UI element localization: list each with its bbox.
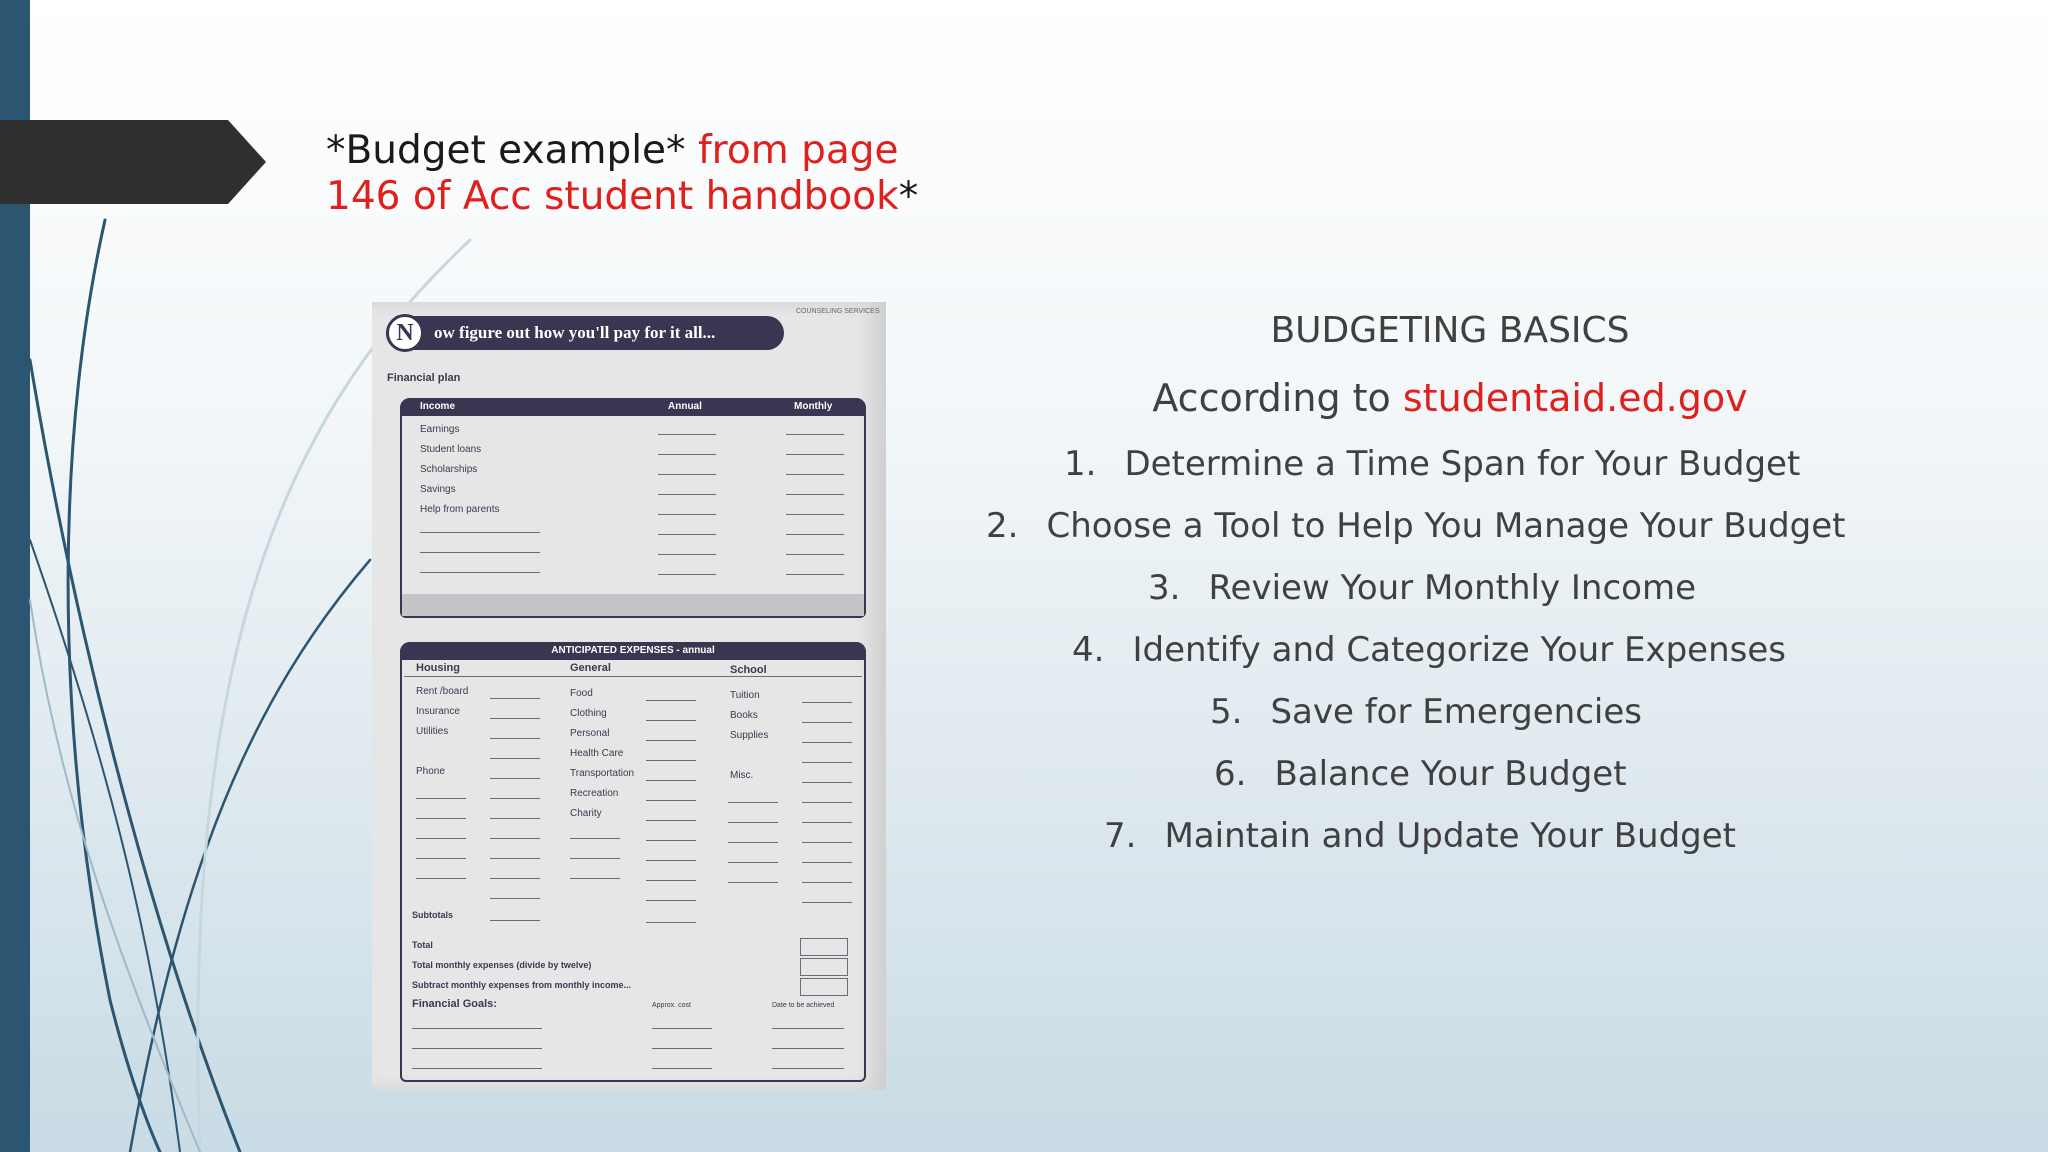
studentaid-link[interactable]: studentaid.ed.gov [1402,376,1748,420]
general-item: Personal [570,728,610,739]
housing-item: Utilities [416,726,449,737]
step-text: Identify and Categorize Your Expenses [1132,630,1786,670]
approx-cost-label: Approx. cost [652,1002,691,1009]
general-item: Recreation [570,788,619,799]
general-item: Transportation [570,768,635,779]
step-number: 5. [1210,692,1243,732]
expenses-table [400,642,866,1082]
school-item: Misc. [730,770,754,781]
total-monthly-label: Total monthly expenses (divide by twelve) [412,960,592,970]
budget-step [1210,692,1642,732]
step-number: 3. [1148,568,1181,608]
step-number: 6. [1214,754,1247,794]
income-item: Earnings [420,424,460,435]
income-item: Savings [420,484,456,495]
step-text: Review Your Monthly Income [1208,568,1697,608]
budgeting-basics-title: BUDGETING BASICS [1270,310,1630,351]
income-item: Scholarships [420,464,478,475]
income-item: Student loans [420,444,482,455]
general-item: Clothing [570,708,607,719]
budget-step [1148,568,1696,608]
general-item: Food [570,688,593,699]
income-item: Help from parents [420,504,500,515]
general-item: Health Care [570,748,624,759]
budget-step [1064,444,1800,484]
housing-item: Phone [416,766,445,777]
budget-step [986,506,1846,546]
school-heading: School [730,664,767,676]
income-monthly: Monthly [794,401,833,412]
school-item: Books [730,710,758,721]
subtract-box [800,978,848,996]
total-monthly-box [800,958,848,976]
step-text: Save for Emergencies [1270,692,1642,732]
worksheet-header-letter: N [386,314,424,352]
income-title: Income [420,401,456,412]
worksheet-header: ow figure out how you'll pay for it all... [386,316,784,350]
general-item: Charity [570,808,602,819]
step-number: 1. [1064,444,1097,484]
financial-plan-label: Financial plan [387,372,461,384]
step-number: 7. [1104,816,1137,856]
date-label: Date to be achieved [772,1002,835,1009]
income-total-row [402,594,864,616]
step-text: Choose a Tool to Help You Manage Your Budget [1046,506,1846,546]
financial-goals-label: Financial Goals: [412,998,497,1010]
total-box [800,938,848,956]
expenses-title: ANTICIPATED EXPENSES - annual [400,642,866,660]
according-prefix: According to [1152,376,1403,420]
slide-caption [326,128,946,220]
budget-step [1214,754,1627,794]
subtotals-label: Subtotals [412,910,454,920]
housing-item: Insurance [416,706,460,717]
school-item: Supplies [730,730,769,741]
step-text: Balance Your Budget [1274,754,1627,794]
caption-asterisk: * [898,174,919,219]
housing-item: Rent /board [416,686,469,697]
step-number: 2. [986,506,1019,546]
income-header-bar [400,398,866,416]
housing-heading: Housing [416,662,460,674]
general-heading: General [570,662,611,674]
step-number: 4. [1072,630,1105,670]
school-item: Tuition [730,690,760,701]
budget-step [1104,816,1736,856]
income-annual: Annual [668,401,702,412]
total-label: Total [412,940,433,950]
worksheet-corner-text: COUNSELING SERVICES [796,308,880,315]
according-line [1100,376,1800,420]
step-text: Determine a Time Span for Your Budget [1124,444,1801,484]
budget-step [1072,630,1786,670]
title-arrow-tab [0,0,270,210]
budget-worksheet-image [372,302,886,1090]
subtract-label: Subtract monthly expenses from monthly income... [412,980,632,990]
step-text: Maintain and Update Your Budget [1164,816,1736,856]
caption-source: from page 146 of Acc student handbook [326,128,899,219]
caption-text: *Budget example* [326,128,698,173]
